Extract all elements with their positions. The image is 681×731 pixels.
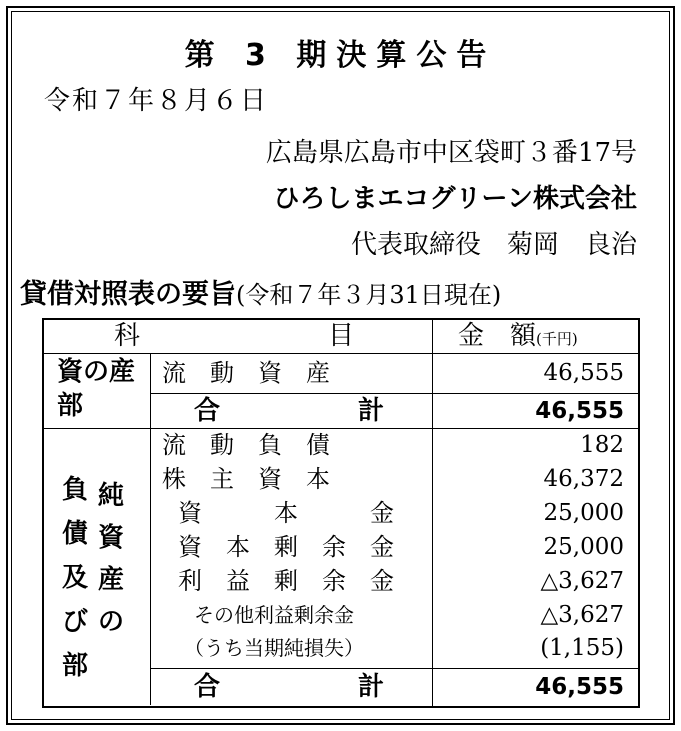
balance-sheet-heading [20,280,501,310]
assets-total-left: 合 [194,396,221,426]
liabilities-total-value: 46,555 [535,674,624,700]
header-amount [458,321,578,354]
liabilities-row-label: 流 動 負 債 [162,431,330,459]
header-unit: (千円) [536,330,578,348]
row-divider [150,668,638,669]
liabilities-row-label: 資 本 剰 余 金 [178,533,394,561]
liabilities-total-right: 計 [358,672,385,702]
liabilities-total-left: 合 [194,672,221,702]
balance-sheet-table [42,318,640,708]
column-divider [432,320,433,706]
liabilities-row-value: 182 [580,432,624,458]
company-name: ひろしまエコグリーン株式会社 [273,184,637,214]
liabilities-row-label: （うち当期純損失） [184,636,364,660]
liabilities-category-left: 負債及び部 [62,475,89,681]
liabilities-row-value: (1,155) [540,635,624,661]
assets-category: 資の産部 [57,357,136,421]
assets-total-value: 46,555 [535,398,624,424]
representative: 代表取締役 菊岡 良治 [350,230,637,260]
notice-title: 第 3 期決算公告 [184,38,497,73]
row-divider [150,393,638,394]
liabilities-row-value: 25,000 [543,534,624,560]
assets-row-value: 46,555 [543,360,624,386]
assets-total-right: 計 [358,396,385,426]
liabilities-category-right: 純資産の [98,481,125,637]
assets-row-label: 流 動 資 産 [162,359,330,387]
heading-main: 貸借対照表の要旨 [20,279,236,310]
liabilities-row-value: △3,627 [540,602,624,628]
heading-period: (令和７年３月31日現在) [236,281,502,309]
row-divider [44,428,638,429]
header-subject-left: 科 [114,321,141,351]
header-subject-right: 目 [328,321,355,351]
liabilities-row-label: 資 本 金 [178,499,394,527]
liabilities-row-label: 利 益 剰 余 金 [178,567,394,595]
company-address: 広島県広島市中区袋町３番17号 [265,138,637,168]
liabilities-row-value: △3,627 [540,568,624,594]
column-divider [150,353,151,705]
header-amount-label: 金 額 [458,321,537,351]
liabilities-row-value: 46,372 [543,466,624,492]
liabilities-row-label: 株 主 資 本 [162,465,330,493]
liabilities-row-value: 25,000 [543,500,624,526]
notice-date: 令和７年８月６日 [44,86,269,116]
liabilities-row-label: その他利益剰余金 [194,603,354,627]
